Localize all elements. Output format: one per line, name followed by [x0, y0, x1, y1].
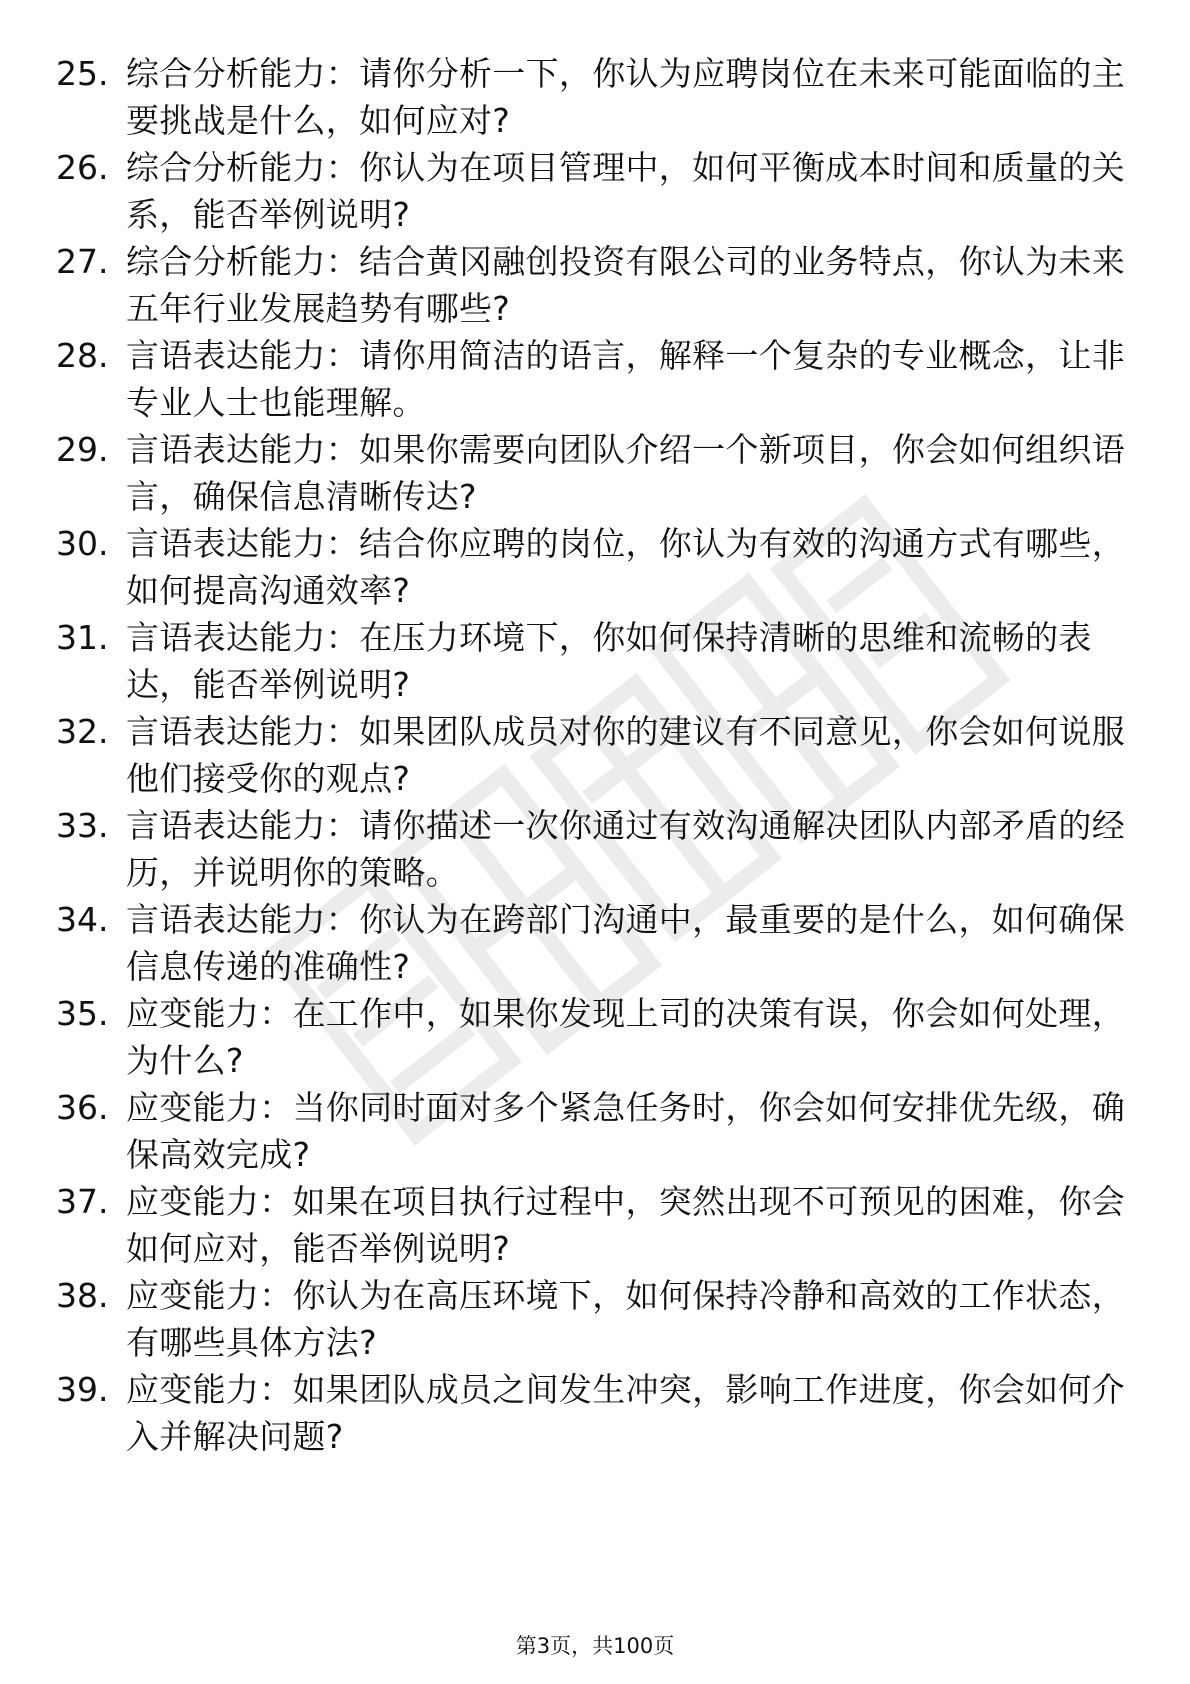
question-number: 33.	[56, 806, 109, 845]
question-text: 言语表达能力：你认为在跨部门沟通中，最重要的是什么，如何确保信息传递的准确性?	[126, 900, 1125, 986]
question-item	[56, 144, 1136, 238]
question-number: 36.	[56, 1088, 109, 1127]
question-list	[56, 50, 1136, 1460]
question-number: 39.	[56, 1370, 109, 1409]
question-text: 综合分析能力：结合黄冈融创投资有限公司的业务特点，你认为未来五年行业发展趋势有哪些?	[126, 242, 1125, 328]
question-text: 应变能力：如果在项目执行过程中，突然出现不可预见的困难，你会如何应对，能否举例说明?	[126, 1182, 1125, 1268]
question-item	[56, 708, 1136, 802]
question-text: 言语表达能力：在压力环境下，你如何保持清晰的思维和流畅的表达，能否举例说明?	[126, 618, 1092, 704]
question-item	[56, 990, 1136, 1084]
question-text: 应变能力：如果团队成员之间发生冲突，影响工作进度，你会如何介入并解决问题?	[126, 1370, 1125, 1456]
question-text: 综合分析能力：你认为在项目管理中，如何平衡成本时间和质量的关系，能否举例说明?	[126, 148, 1125, 234]
question-text: 言语表达能力：结合你应聘的岗位，你认为有效的沟通方式有哪些，如何提高沟通效率?	[126, 524, 1125, 610]
question-text: 言语表达能力：如果团队成员对你的建议有不同意见，你会如何说服他们接受你的观点?	[126, 712, 1125, 798]
question-item	[56, 1084, 1136, 1178]
question-item	[56, 802, 1136, 896]
question-number: 34.	[56, 900, 109, 939]
question-item	[56, 426, 1136, 520]
question-item	[56, 332, 1136, 426]
question-item	[56, 896, 1136, 990]
question-number: 26.	[56, 148, 109, 187]
question-item	[56, 614, 1136, 708]
question-number: 35.	[56, 994, 109, 1033]
question-text: 应变能力：在工作中，如果你发现上司的决策有误，你会如何处理，为什么?	[126, 994, 1125, 1080]
question-number: 25.	[56, 54, 109, 93]
question-number: 30.	[56, 524, 109, 563]
question-text: 综合分析能力：请你分析一下，你认为应聘岗位在未来可能面临的主要挑战是什么，如何应对?	[126, 54, 1125, 140]
question-item	[56, 1366, 1136, 1460]
question-number: 29.	[56, 430, 109, 469]
question-number: 27.	[56, 242, 109, 281]
question-text: 言语表达能力：请你描述一次你通过有效沟通解决团队内部矛盾的经历，并说明你的策略。	[126, 806, 1125, 892]
question-number: 32.	[56, 712, 109, 751]
question-item	[56, 238, 1136, 332]
question-text: 言语表达能力：请你用简洁的语言，解释一个复杂的专业概念，让非专业人士也能理解。	[126, 336, 1125, 422]
question-text: 言语表达能力：如果你需要向团队介绍一个新项目，你会如何组织语言，确保信息清晰传达?	[126, 430, 1125, 516]
page-footer: 第3页，共100页	[515, 1634, 675, 1658]
question-text: 应变能力：当你同时面对多个紧急任务时，你会如何安排优先级，确保高效完成?	[126, 1088, 1125, 1174]
question-text: 应变能力：你认为在高压环境下，如何保持冷静和高效的工作状态，有哪些具体方法?	[126, 1276, 1125, 1362]
question-item	[56, 1272, 1136, 1366]
question-item	[56, 1178, 1136, 1272]
question-number: 38.	[56, 1276, 109, 1315]
question-item	[56, 50, 1136, 144]
question-item	[56, 520, 1136, 614]
question-number: 28.	[56, 336, 109, 375]
question-number: 37.	[56, 1182, 109, 1221]
question-number: 31.	[56, 618, 109, 657]
